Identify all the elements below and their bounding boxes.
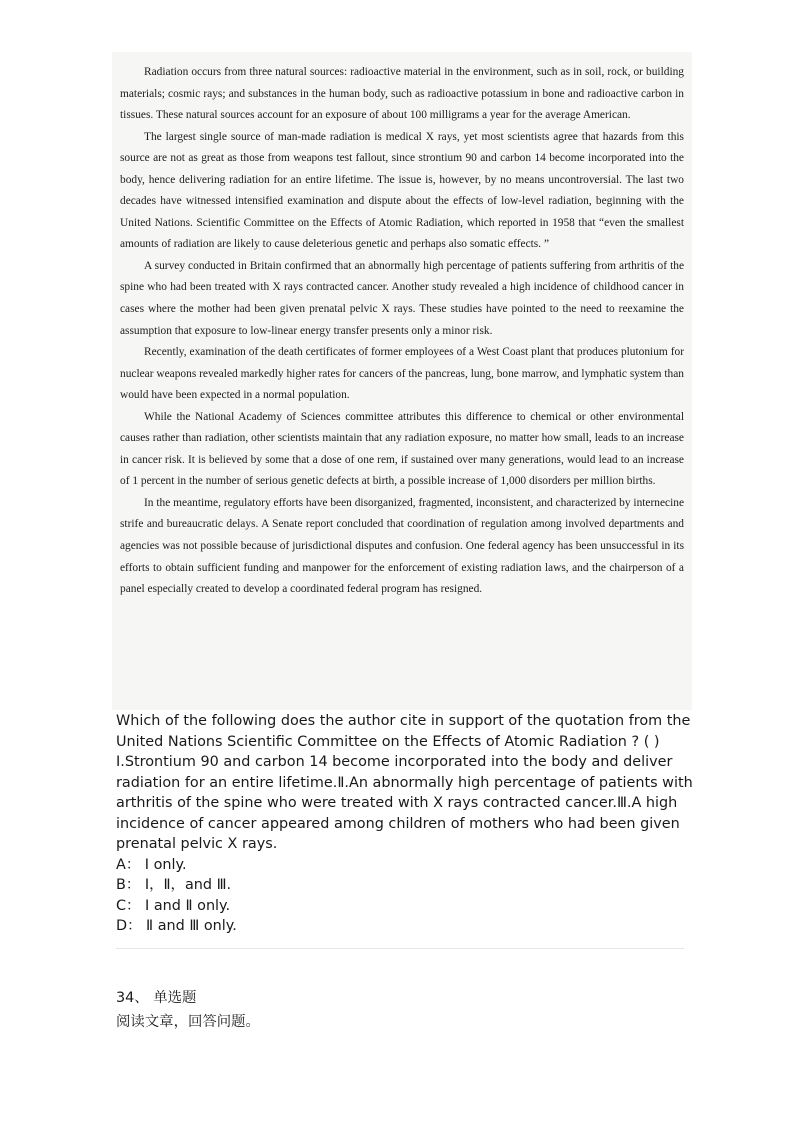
question-instruction: 阅读文章，回答问题。 <box>116 1014 260 1030</box>
option-c[interactable]: C： Ⅰ and Ⅱ only. <box>116 897 231 914</box>
passage-paragraph-4: Recently, examination of the death certificates of former employees of a West Coast plant that produces plutonium for nuclear weapons revealed markedly higher rates for cancers of the pancreas, lung, bone marrow, and lymphatic system than would have been expected in a normal population. <box>120 346 684 402</box>
passage-paragraph-6: In the meantime, regulatory efforts have been disorganized, fragmented, inconsistent, and characterized by internecine strife and bureaucratic delays. A Senate report concluded that coordination of regulation among involved departments and agencies was not possible because of jurisdictional disputes and confusion. One federal agency has been unsuccessful in its efforts to obtain sufficient funding and manpower for the enforcement of existing radiation laws, and the chairperson of a panel especially created to develop a coordinated federal program has resigned. <box>120 496 684 596</box>
passage-scan-image <box>112 52 692 710</box>
option-b[interactable]: B： Ⅰ，Ⅱ，and Ⅲ. <box>116 877 232 893</box>
section-divider <box>116 948 684 949</box>
question-number-type: 34、 单选题 <box>116 990 197 1006</box>
passage-paragraph-3: A survey conducted in Britain confirmed that an abnormally high percentage of patients suffering from arthritis of the spine who had been treated with X rays contracted cancer. Another study revealed a high incidence of childhood cancer in cases where the mother had been given prenatal pelvic X rays. These studies have pointed to the need to reexamine the assumption that exposure to low-linear energy transfer presents only a minor risk. <box>120 259 684 337</box>
passage-paragraph-5: While the National Academy of Sciences committee attributes this difference to chemical or other environmental causes rather than radiation, other scientists maintain that any radiation exposure, no matter how small, leads to an increase in cancer risk. It is believed by some that a dose of one rem, if sustained over many generations, would lead to an increase of 1 percent in the number of serious genetic defects at birth, a possible increase of 1,000 disorders per million births. <box>120 410 684 488</box>
answer-options <box>116 855 696 937</box>
passage-paragraph-2: The largest single source of man-made radiation is medical X rays, yet most scientists agree that hazards from this source are not as great as those from weapons test fallout, since strontium 90 and carbon 14 become incorporated into the body, hence delivering radiation for an entire lifetime. The issue is, however, by no means uncontroversial. The last two decades have witnessed intensified examination and dispute about the effects of low-level radiation, beginning with the United Nations. Scientific Committee on the Effects of Atomic Radiation, which reported in 1958 that “even the smallest amounts of radiation are likely to cause deleterious genetic and perhaps also somatic effects. ” <box>120 130 684 251</box>
passage-paragraph-1: Radiation occurs from three natural sources: radioactive material in the environment, such as in soil, rock, or building materials; cosmic rays; and substances in the human body, such as radioactive potassium in bone and radioactive carbon in tissues. These natural sources account for an exposure of about 100 milligrams a year for the average American. <box>120 66 684 122</box>
question-stem: Which of the following does the author cite in support of the quotation from the United Nations Scientific Committee on the Effects of Atomic Radiation ? ( ) Ⅰ.Strontium 90 and carbon 14 become incorporated into the body and deliver radiation for an entire lifetime.Ⅱ.An abnormally high percentage of patients with arthritis of the spine who were treated with X rays contracted cancer.Ⅲ.A high incidence of cancer appeared among children of mothers who had been given prenatal pelvic X rays. <box>116 713 693 852</box>
option-d[interactable]: D： Ⅱ and Ⅲ only. <box>116 918 237 934</box>
option-a[interactable]: A： Ⅰ only. <box>116 856 187 873</box>
question-block <box>116 711 696 937</box>
next-question-header <box>116 986 260 1034</box>
